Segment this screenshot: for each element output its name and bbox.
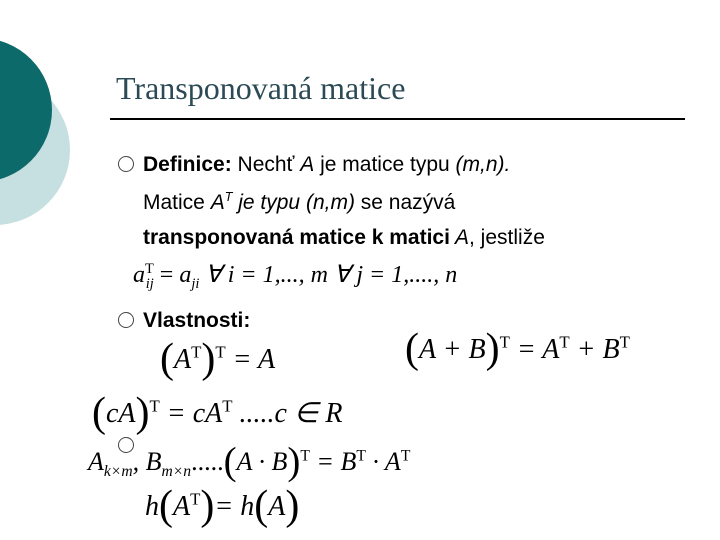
title-underline bbox=[110, 118, 685, 120]
properties-label: Vlastnosti: bbox=[143, 309, 251, 332]
page-title: Transponovaná matice bbox=[116, 70, 406, 106]
bullet-circle-icon bbox=[118, 156, 134, 172]
definition-line-2: Matice $A^T$ je typu (n,m) se nazývá bbox=[143, 190, 456, 214]
decorative-circles bbox=[0, 0, 120, 300]
bullet-circle-icon bbox=[118, 312, 134, 328]
formula-definition: $a^T_{ij} = a_{ji}$ ∀ i = 1,..., m ∀ j = 1,...., n bbox=[133, 261, 458, 292]
formula-rank-transpose: $h(A^T)= h(A)$ bbox=[145, 483, 300, 529]
formula-sum-transpose: $(A + B)^T = A^T + B^T$ bbox=[405, 326, 630, 372]
formula-product-transpose: $A_{k\times m}$, $B_{m\times n}.....(A \cdot B)^T = B^T \cdot A^T$ bbox=[88, 440, 411, 483]
formula-double-transpose: $(A^T)^T = A$ bbox=[160, 336, 276, 382]
definition-label: Definice: bbox=[143, 153, 232, 176]
definition-line-3: transponovaná matice k matici A, jestliže bbox=[143, 226, 545, 249]
formula-scalar-transpose: $(cA)^T = cA^T$ .....c ∈ R bbox=[92, 390, 343, 436]
definition-line-1: Definice: Nechť A je matice typu (m,n). bbox=[143, 153, 511, 176]
